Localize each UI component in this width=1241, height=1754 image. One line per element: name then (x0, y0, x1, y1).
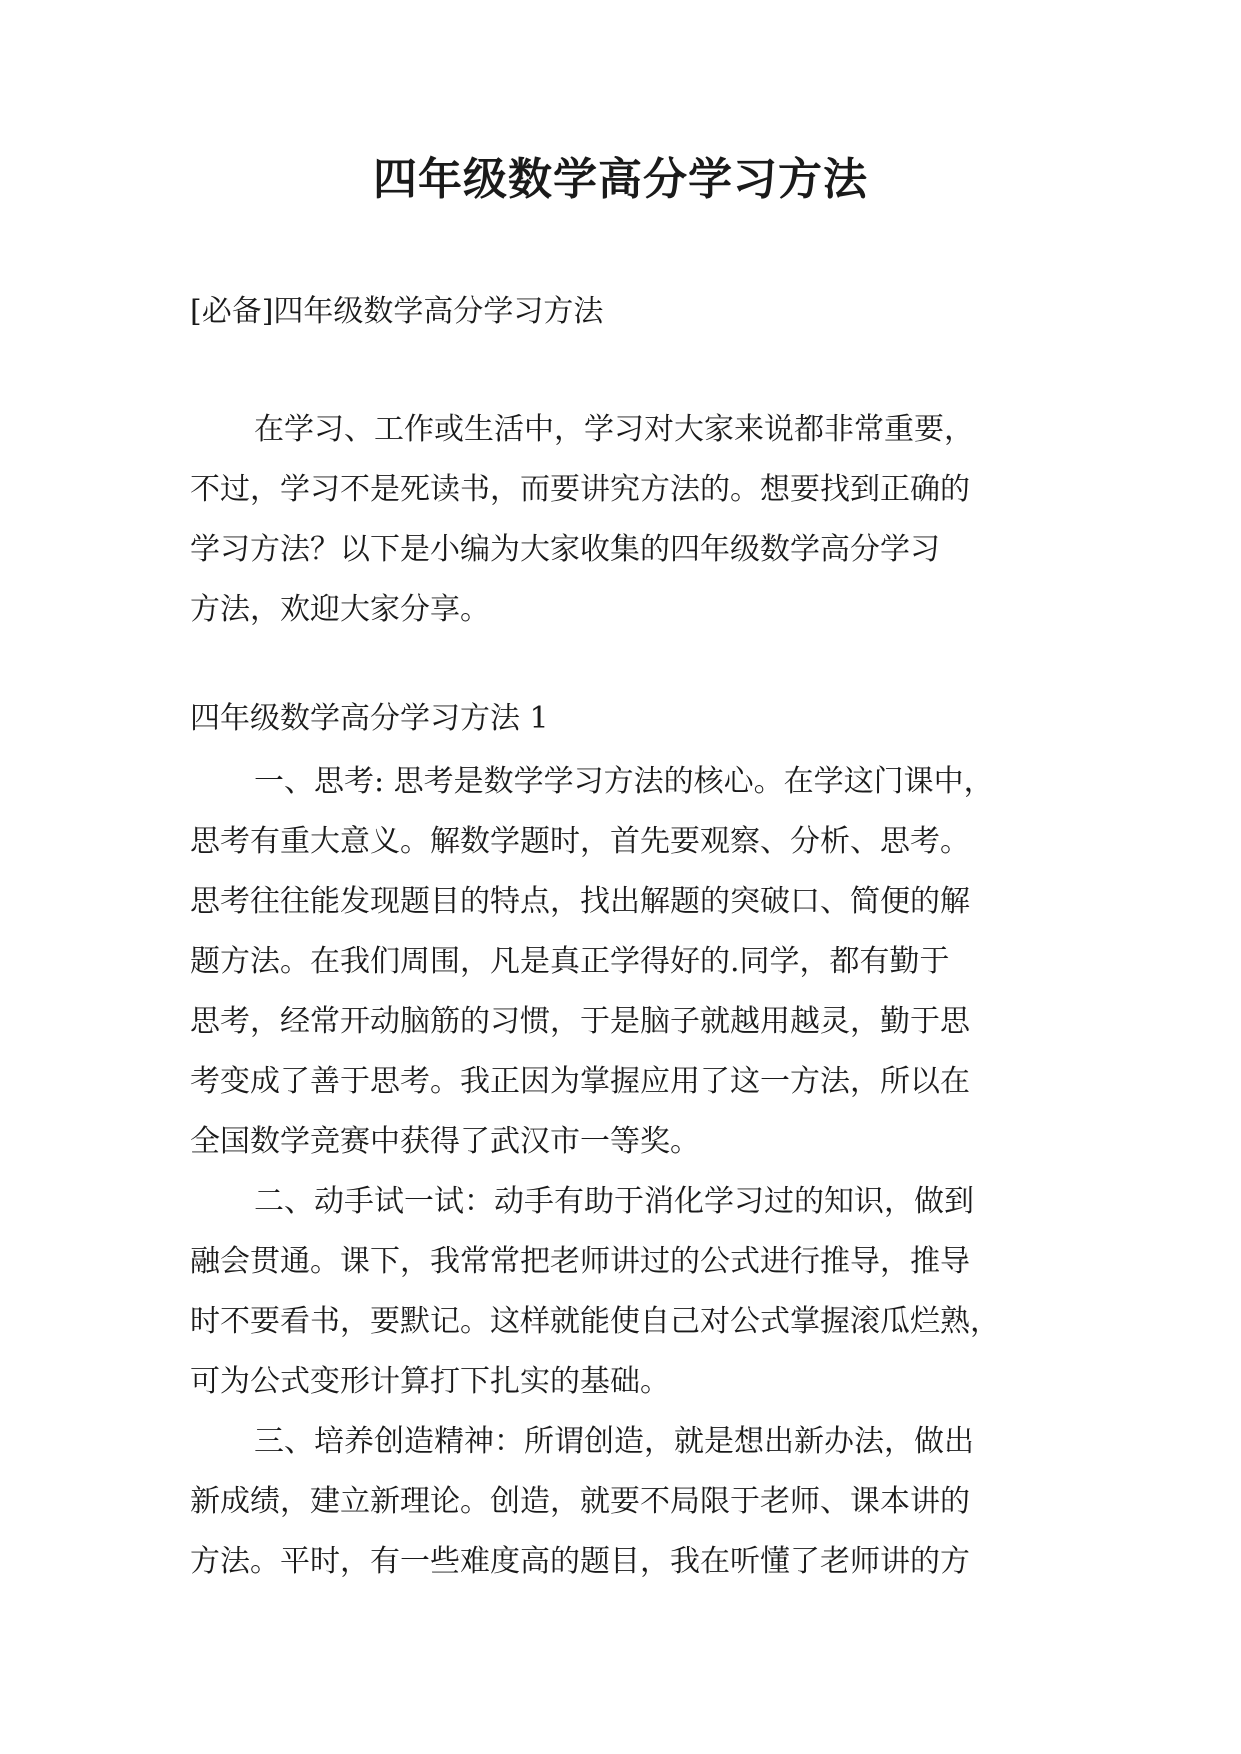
document-title: 四年级数学高分学习方法 (373, 154, 868, 205)
section-line: 方法。平时，有一些难度高的题目，我在听懂了老师讲的方 (190, 1544, 970, 1579)
intro-line: 不过，学习不是死读书，而要讲究方法的。想要找到正确的 (190, 472, 970, 507)
section-body (190, 752, 1070, 1592)
section-heading: 四年级数学高分学习方法 1 (190, 701, 549, 736)
section-line: 二、动手试一试：动手有助于消化学习过的知识，做到 (254, 1184, 974, 1219)
section-line: 全国数学竞赛中获得了武汉市一等奖。 (190, 1124, 700, 1159)
section-line: 考变成了善于思考。我正因为掌握应用了这一方法，所以在 (190, 1064, 970, 1099)
section-line: 思考有重大意义。解数学题时，首先要观察、分析、思考。 (190, 824, 970, 859)
section-line: 思考，经常开动脑筋的习惯，于是脑子就越用越灵，勤于思 (190, 1004, 970, 1039)
section-line: 题方法。在我们周围，凡是真正学得好的.同学，都有勤于 (190, 944, 950, 979)
intro-line: 在学习、工作或生活中，学习对大家来说都非常重要， (254, 412, 974, 447)
section-line: 时不要看书，要默记。这样就能使自己对公式掌握滚瓜烂熟， (190, 1304, 1000, 1339)
document-subtitle: [必备]四年级数学高分学习方法 (190, 294, 604, 329)
intro-line: 方法，欢迎大家分享。 (190, 592, 490, 627)
section-line: 三、培养创造精神：所谓创造，就是想出新办法，做出 (254, 1424, 974, 1459)
section-line: 融会贯通。课下，我常常把老师讲过的公式进行推导，推导 (190, 1244, 970, 1279)
section-line: 思考往往能发现题目的特点，找出解题的突破口、简便的解 (190, 884, 970, 919)
intro-paragraph (190, 400, 1070, 640)
intro-line: 学习方法？以下是小编为大家收集的四年级数学高分学习 (190, 532, 940, 567)
section-line: 一、思考: 思考是数学学习方法的核心。在学这门课中， (254, 764, 994, 799)
section-line: 可为公式变形计算打下扎实的基础。 (190, 1364, 670, 1399)
section-line: 新成绩，建立新理论。创造，就要不局限于老师、课本讲的 (190, 1484, 970, 1519)
